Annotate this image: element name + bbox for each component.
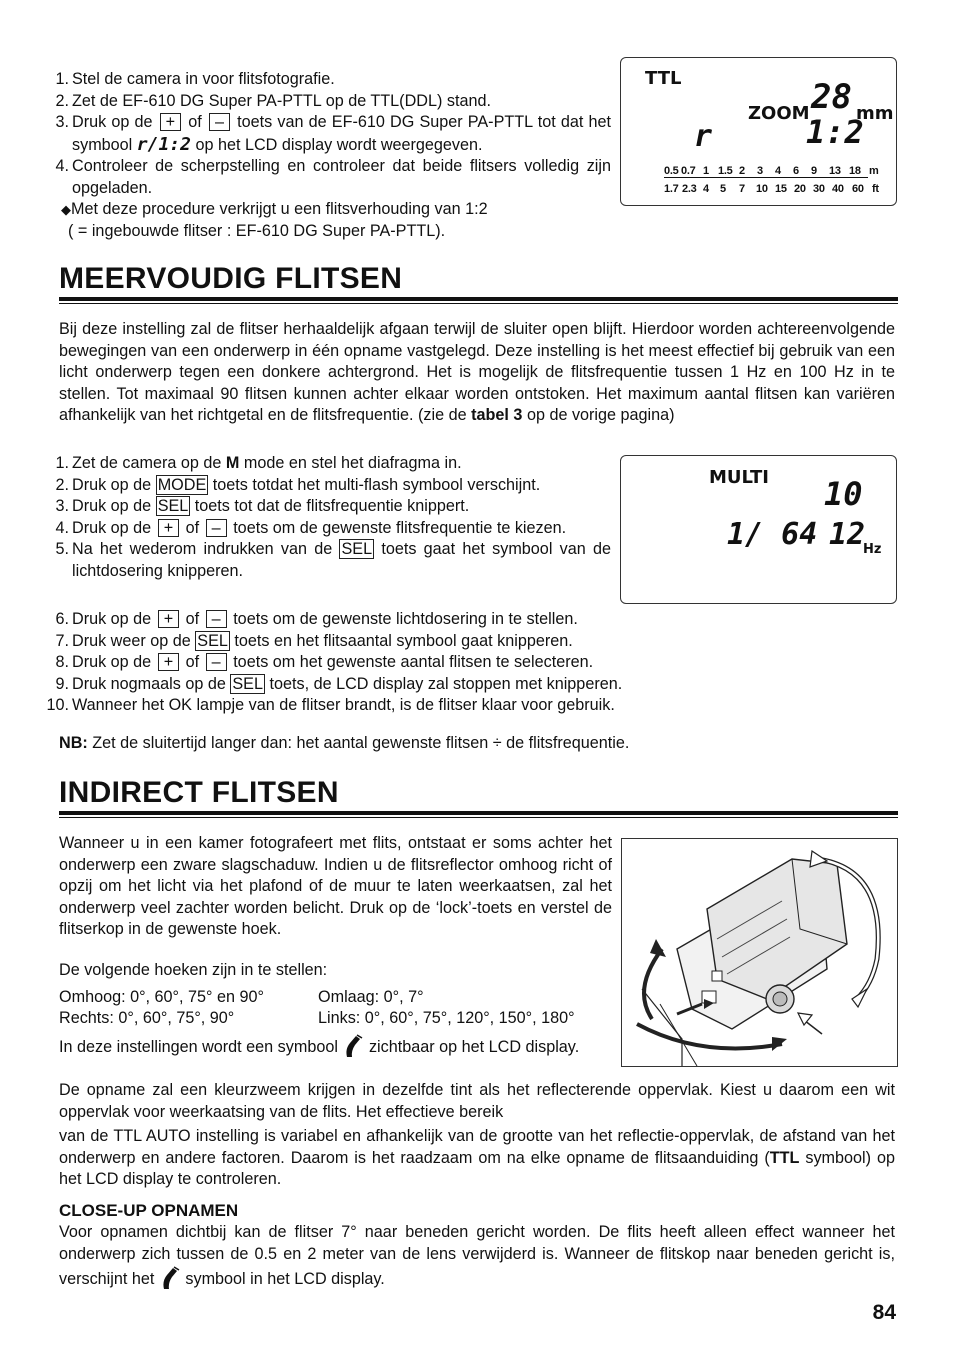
lcd-display-ttl [620,57,897,206]
lcd-flash-level: 1/ 64 [727,517,818,552]
sel-key: SEL [157,497,189,515]
list-item: 4. Druk op de + of – toets om de gewenste flitsfrequentie te kiezen. [55,518,567,537]
bounce-down-symbol-icon [159,1265,181,1291]
lcd-mode-label: TTL [645,68,682,89]
minus-key: – [209,113,230,131]
sel-key: SEL [341,540,373,558]
ratio-symbol-icon: r/1:2 [136,133,191,155]
minus-key: – [206,519,227,537]
bounce-symbol-icon [342,1033,364,1059]
list-item: 8. Druk op de + of – toets om het gewenste aantal flitsen te selecteren. [55,653,594,671]
bounce-symbol-sentence: In deze instellingen wordt een symbool zichtbaar op het LCD display. [59,1033,612,1059]
lcd-zoom-label: ZOOM [748,103,810,124]
list-item: 4. Controleer de scherpstelling en controleer dat beide flitsers volledig zijn opgeladen. [55,157,611,197]
page-number: 84 [872,1301,896,1324]
lcd-display-multi [620,455,897,604]
intro-steps [55,69,612,242]
plus-key: + [158,653,179,671]
list-item: 1. Zet de camera op de M mode en stel het diafragma in. [55,454,462,472]
plus-key: + [158,519,179,537]
minus-key: – [206,653,227,671]
section2-paragraph: Wanneer u in een kamer fotografeert met flits, ontstaat er soms achter het onderwerp een zware slagschaduw. Indien u de flitsreflector omhoog richt of opzij om het licht via het plafond of de muur te laten weerkaatsen, zal het onderwerp veel zachter worden belicht. Druk op de ‘lock’-toets en verstel de flitserkop in de gewenste hoek. [59,834,612,938]
lcd-scale-meters: 0.5 0.7 1 1.5 2 3 4 6 9 13 18 m [664,165,879,177]
closeup-paragraph: Voor opnamen dichtbij kan de flitser 7° naar beneden gericht worden. De flits heeft alleen effect wanneer het onderwerp zich tussen de 0.5 en 2 meter van de lens verwijderd is. Wanneer de flitskop naar beneden gericht is, verschijnt het symbool in het LCD display. [59,1222,895,1291]
flash-bounce-illustration [621,838,898,1067]
angle-up: Omhoog: 0°, 60°, 75° en 90° [59,988,264,1006]
section1-note: NB: Zet de sluitertijd langer dan: het aantal gewenste flitsen ÷ de flitsfrequentie. [59,734,630,752]
list-item: 6. Druk op de + of – toets om de gewenste lichtdosering in te stellen. [55,610,578,628]
list-item: 1. Stel de camera in voor flitsfotografie. [55,70,335,88]
list-item: 3. Druk op de + of – toets van de EF-610 DG Super PA-PTTL tot dat het symbool r/1:2 op het LCD display wordt weergegeven. [55,113,612,155]
angle-down: Omlaag: 0°, 7° [318,988,424,1006]
list-item: 10. Wanneer het OK lampje van de flitser brandt, is de flitser klaar voor gebruik. [46,696,615,714]
intro-note: ◆Met deze procedure verkrijgt u een flitsverhouding van 1:2 [61,200,488,218]
section-title-meervoudig: MEERVOUDIG FLITSEN [59,262,403,295]
list-item: 3. Druk op de SEL toets tot dat de flitsfrequentie knippert. [55,497,470,515]
section-rule [59,297,898,304]
plus-key: + [158,610,179,628]
section2-angles-intro: De volgende hoeken zijn in te stellen: [59,961,328,979]
sel-key: SEL [232,674,263,693]
lcd-flash-count: 10 [824,475,863,513]
list-item: 5. Na het wederom indrukken van de SEL toets gaat het symbool van de lichtdosering knipperen. [55,540,611,580]
lcd-multi-label: MULTI [709,467,769,488]
lcd-scale-feet: 1.7 2.3 4 5 7 10 15 20 30 40 60 ft [664,183,879,195]
list-item: 7. Druk weer op de SEL toets en het flitsaantal symbool gaat knipperen. [55,631,573,650]
diamond-bullet-icon: ◆ [61,202,71,217]
angle-right: Rechts: 0°, 60°, 75°, 90° [59,1009,235,1027]
intro-note-line2: ( = ingebouwde flitser : EF-610 DG Super PA-PTTL). [68,221,446,240]
minus-key: – [206,610,227,628]
lcd-zoom-unit: mm [856,103,894,124]
section2-paragraph-2: De opname zal een kleurzweem krijgen in dezelfde tint als het reflecterende oppervlak. Kiest u daarom een wit oppervlak voor weerkaatsing van de flits. Het effectieve bereik [59,1081,895,1121]
mode-key: MODE [157,475,207,494]
lcd-frequency-unit: Hz [863,542,882,557]
section1-steps-continued [46,609,895,717]
list-item: 2. Druk op de MODE toets totdat het multi-flash symbool verschijnt. [55,475,541,494]
lcd-ratio-value: 1:2 [806,113,864,151]
section1-steps [55,453,611,582]
plus-key: + [160,113,181,131]
lcd-flash-frequency: 12 [829,517,866,552]
section-rule [59,811,898,818]
section1-paragraph: Bij deze instelling zal de flitser herhaaldelijk afgaan terwijl de sluiter open blijft. Hierdoor worden achtereenvolgende bewegingen van een onderwerp in één opname vastgelegd. Deze instelling is het meest effectief bij gebruik van een licht onderwerp tegen een donkere achtergrond. Het is mogelijk de flitsfrequentie tussen 1 Hz en 100 Hz in te stellen. Tot maximaal 90 flitsen kunnen achter elkaar worden ontstoken. Het maximum aantal flitsen kan variëren afhankelijk van het richtgetal en de flitsfrequentie. (zie de tabel 3 op de vorige pagina) [59,320,895,424]
lcd-ratio-symbol: r [694,119,713,154]
section2-paragraph-3: van de TTL AUTO instelling is variabel en afhankelijk van de grootte van het reflectie-oppervlak, de afstand van het onderwerp en andere factoren. Daarom is het raadzaam om na elke opname de flitsaanduiding (TTL symbool) op het LCD display te controleren. [59,1127,895,1188]
lcd-scale-divider [664,177,868,178]
lcd-zoom-value: 28 [811,77,852,117]
closeup-title: CLOSE-UP OPNAMEN [59,1201,239,1220]
angle-left: Links: 0°, 60°, 75°, 120°, 150°, 180° [318,1009,575,1027]
list-item: 2. Zet de EF-610 DG Super PA-PTTL op de TTL(DDL) stand. [55,91,491,110]
list-item: 9. Druk nogmaals op de SEL toets, de LCD display zal stoppen met knipperen. [55,674,623,693]
sel-key: SEL [197,631,228,650]
section-title-indirect: INDIRECT FLITSEN [59,776,339,809]
